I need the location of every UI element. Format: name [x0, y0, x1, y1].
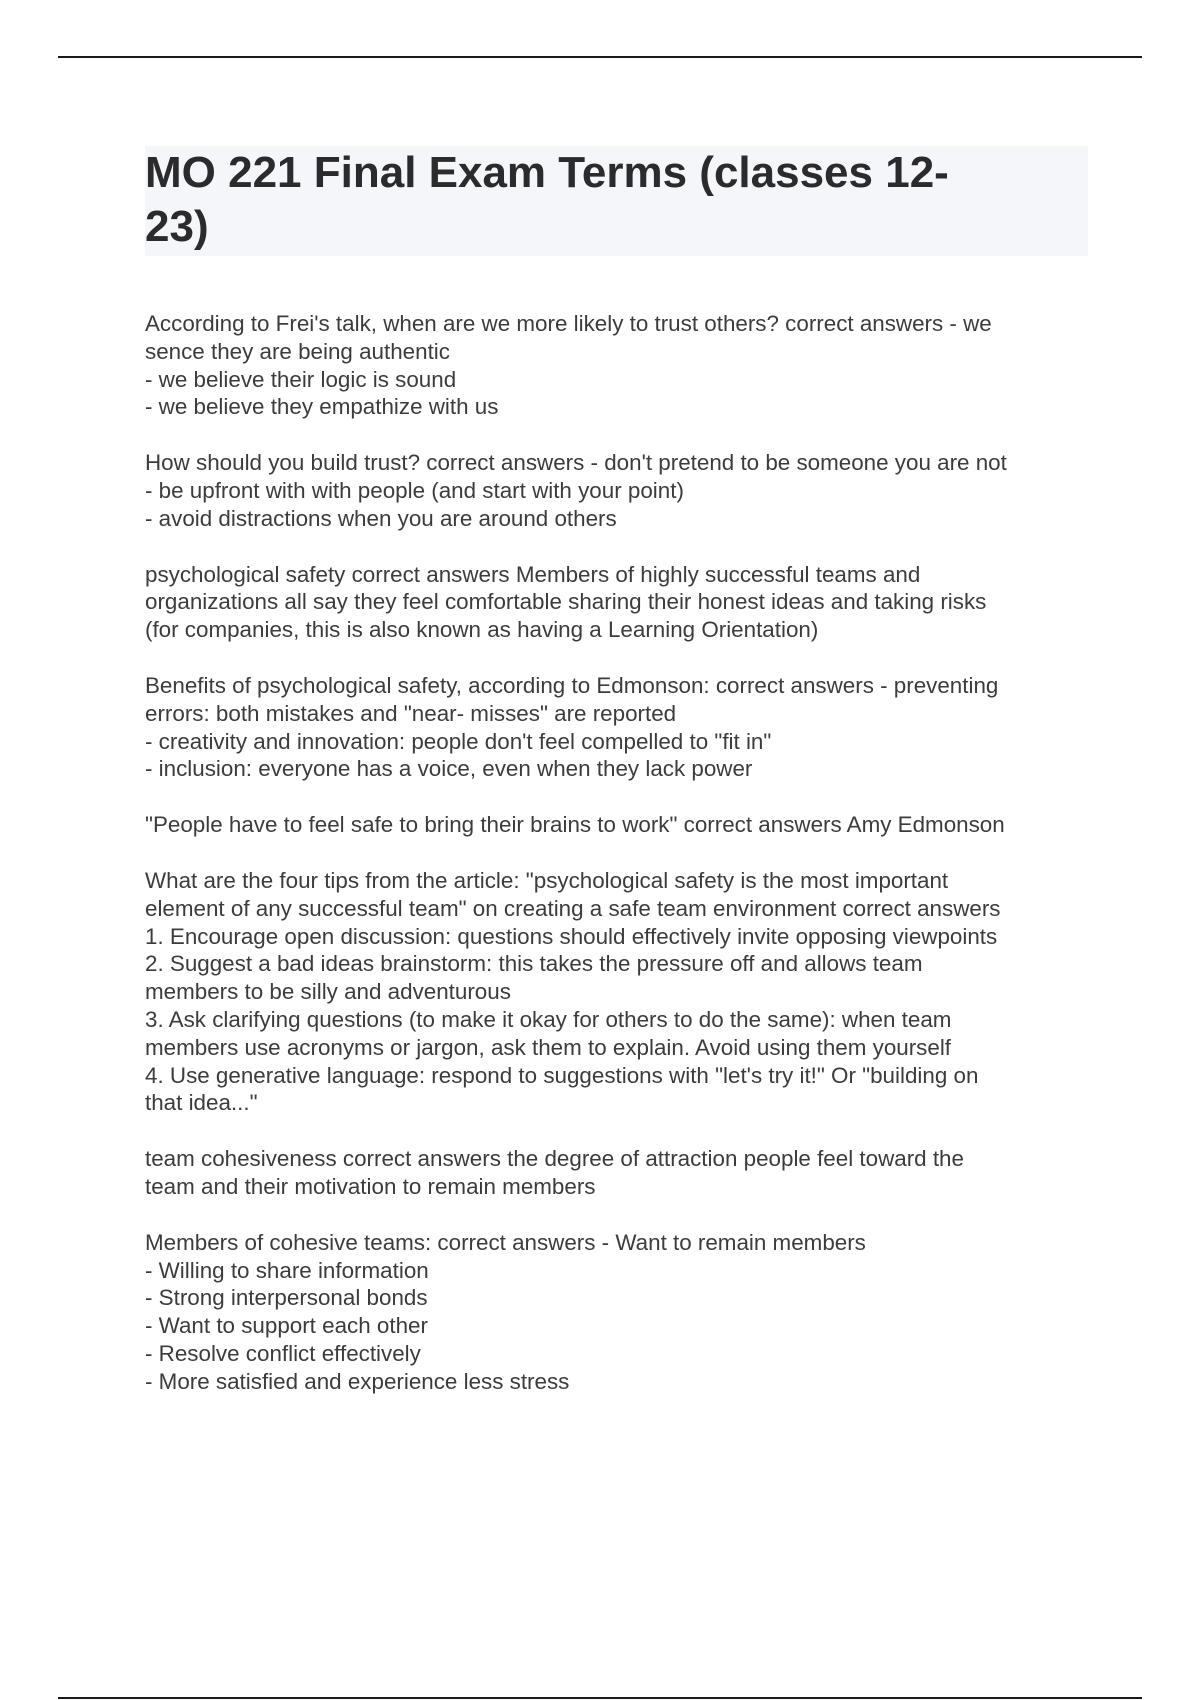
- document-title: MO 221 Final Exam Terms (classes 12- 23): [145, 148, 949, 251]
- qa-entry-benefits-safety: Benefits of psychological safety, according to Edmonson: correct answers - preventing errors: both mistakes and "near- misses" are reported - creativity and innovation: people don't feel compelled to "fit in" - inclusion: everyone has a voice, even when they lack power: [145, 672, 999, 782]
- qa-list: [145, 310, 1095, 1424]
- qa-entry-psychological-safety: psychological safety correct answers Members of highly successful teams and organizations all say they feel comfortable sharing their honest ideas and taking risks (for companies, this is also known as having a Learning Orientation): [145, 561, 987, 643]
- qa-entry-cohesive-teams: Members of cohesive teams: correct answers - Want to remain members - Willing to share information - Strong interpersonal bonds - Want to support each other - Resolve conflict effectively - More satisfied and experience less stress: [145, 1229, 866, 1394]
- title-block: [145, 146, 1088, 256]
- qa-entry-build-trust: How should you build trust? correct answers - don't pretend to be someone you are not - be upfront with with people (and start with your point) - avoid distractions when you are around others: [145, 450, 1007, 531]
- qa-entry-team-cohesiveness: team cohesiveness correct answers the degree of attraction people feel toward the team and their motivation to remain members: [145, 1146, 964, 1199]
- bottom-divider: [58, 1697, 1142, 1699]
- qa-entry-trust-frei: According to Frei's talk, when are we more likely to trust others? correct answers - we sence they are being authentic - we believe their logic is sound - we believe they empathize with us: [145, 311, 992, 420]
- qa-entry-four-tips: What are the four tips from the article: "psychological safety is the most important element of any successful team" on creating a safe team environment correct answers 1. Encourage open discussion: questions should effectively invite opposing viewpoints 2. Suggest a bad ideas brainstorm: this takes the pressure off and allows team members to be silly and adventurous 3. Ask clarifying questions (to make it okay for others to do the same): when team members use acronyms or jargon, ask them to explain. Avoid using them yourself 4. Use generative language: respond to suggestions with "let's try it!" Or "building on that idea...": [145, 867, 1001, 1116]
- qa-entry-edmonson-quote: "People have to feel safe to bring their brains to work" correct answers Amy Edmonson: [145, 812, 1005, 838]
- top-divider: [58, 56, 1142, 58]
